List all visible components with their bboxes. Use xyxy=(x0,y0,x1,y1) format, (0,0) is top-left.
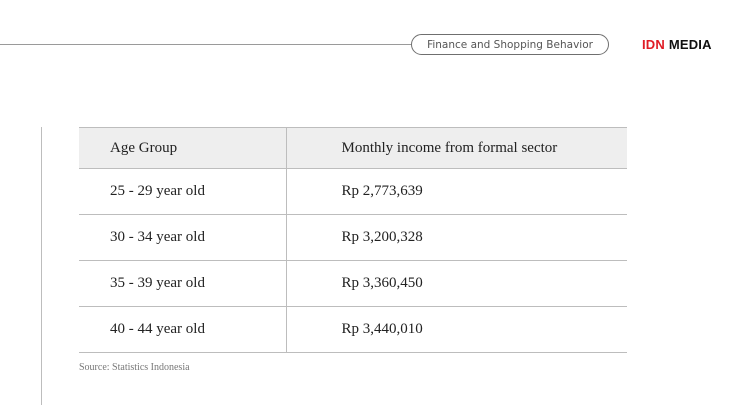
table-row xyxy=(79,215,627,261)
age-group-cell: 30 - 34 year old xyxy=(79,215,286,261)
income-cell: Rp 2,773,639 xyxy=(286,169,627,215)
brand-logo xyxy=(642,37,712,52)
brand-logo-media: MEDIA xyxy=(668,37,712,52)
table-row xyxy=(79,169,627,215)
header-age-group: Age Group xyxy=(79,128,286,169)
source-note: Source: Statistics Indonesia xyxy=(79,362,190,373)
income-table xyxy=(79,127,627,353)
income-cell: Rp 3,200,328 xyxy=(286,215,627,261)
income-cell: Rp 3,360,450 xyxy=(286,261,627,307)
table-header-row xyxy=(79,128,627,169)
table-row xyxy=(79,307,627,353)
age-group-cell: 35 - 39 year old xyxy=(79,261,286,307)
income-cell: Rp 3,440,010 xyxy=(286,307,627,353)
age-group-cell: 25 - 29 year old xyxy=(79,169,286,215)
brand-logo-idn: IDN xyxy=(642,37,665,52)
side-divider xyxy=(41,127,42,405)
header-divider xyxy=(0,44,412,45)
age-group-cell: 40 - 44 year old xyxy=(79,307,286,353)
table-row xyxy=(79,261,627,307)
section-label: Finance and Shopping Behavior xyxy=(411,34,609,55)
header-monthly-income: Monthly income from formal sector xyxy=(286,128,627,169)
